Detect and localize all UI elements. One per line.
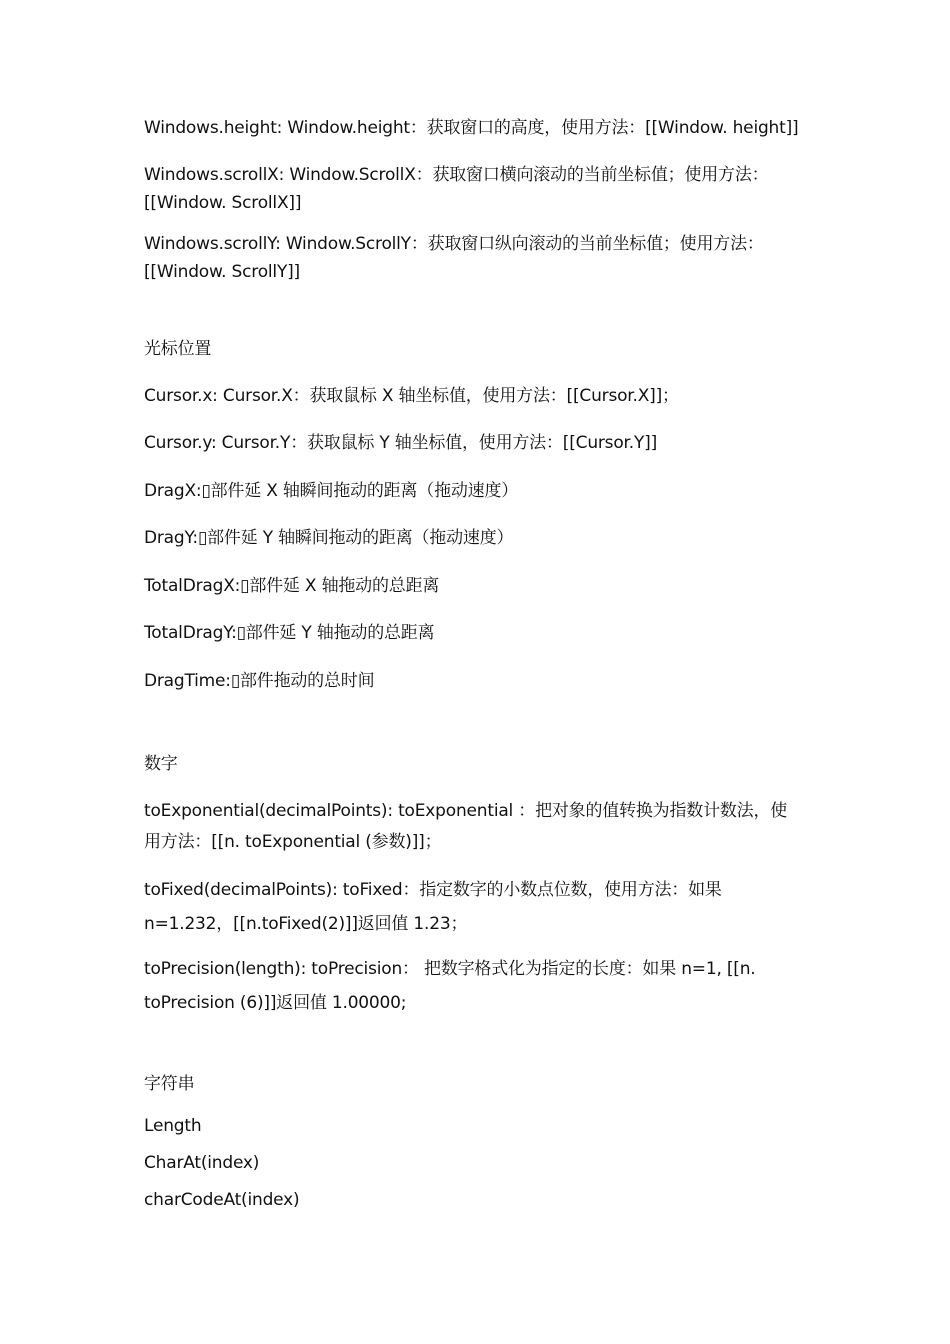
to-precision-usage: toPrecision (6)]]返回值 1.00000; — [144, 993, 407, 1013]
to-exponential-line: toExponential(decimalPoints): toExponential ：把对象的值转换为指数计数法，使 — [144, 801, 788, 821]
drag-y-line: DragY:▯部件延 Y 轴瞬间拖动的距离（拖动速度） — [144, 528, 514, 548]
drag-time-line: DragTime:▯部件拖动的总时间 — [144, 671, 375, 691]
to-fixed-usage: n=1.232，[[n.toFixed(2)]]返回值 1.23； — [144, 914, 468, 934]
cursor-section-heading: 光标位置 — [144, 339, 212, 359]
string-char-at-item: CharAt(index) — [144, 1153, 260, 1173]
string-section-heading: 字符串 — [144, 1074, 195, 1094]
window-height-line: Windows.height: Window.height：获取窗口的高度，使用方法：[[Window. height]] — [144, 118, 799, 138]
to-precision-line: toPrecision(length): toPrecision： 把数字格式化为指定的长度：如果 n=1, [[n. — [144, 959, 756, 979]
string-length-item: Length — [144, 1116, 202, 1136]
total-drag-x-line: TotalDragX:▯部件延 X 轴拖动的总距离 — [144, 576, 440, 596]
cursor-x-line: Cursor.x: Cursor.X：获取鼠标 X 轴坐标值，使用方法：[[Cursor.X]]； — [144, 386, 679, 406]
number-section-heading: 数字 — [144, 754, 178, 774]
to-exponential-usage: 用方法：[[n. toExponential (参数)]]； — [144, 832, 442, 852]
window-scrolly-usage: [[Window. ScrollY]] — [144, 262, 300, 282]
window-scrollx-usage: [[Window. ScrollX]] — [144, 193, 302, 213]
cursor-y-line: Cursor.y: Cursor.Y：获取鼠标 Y 轴坐标值，使用方法：[[Cursor.Y]] — [144, 433, 658, 453]
total-drag-y-line: TotalDragY:▯部件延 Y 轴拖动的总距离 — [144, 623, 435, 643]
to-fixed-line: toFixed(decimalPoints): toFixed：指定数字的小数点位数，使用方法：如果 — [144, 880, 722, 900]
window-scrolly-line: Windows.scrollY: Window.ScrollY：获取窗口纵向滚动的当前坐标值；使用方法： — [144, 234, 764, 254]
string-char-code-at-item: charCodeAt(index) — [144, 1190, 300, 1210]
drag-x-line: DragX:▯部件延 X 轴瞬间拖动的距离（拖动速度） — [144, 481, 519, 501]
window-scrollx-line: Windows.scrollX: Window.ScrollX：获取窗口横向滚动的当前坐标值；使用方法： — [144, 165, 769, 185]
